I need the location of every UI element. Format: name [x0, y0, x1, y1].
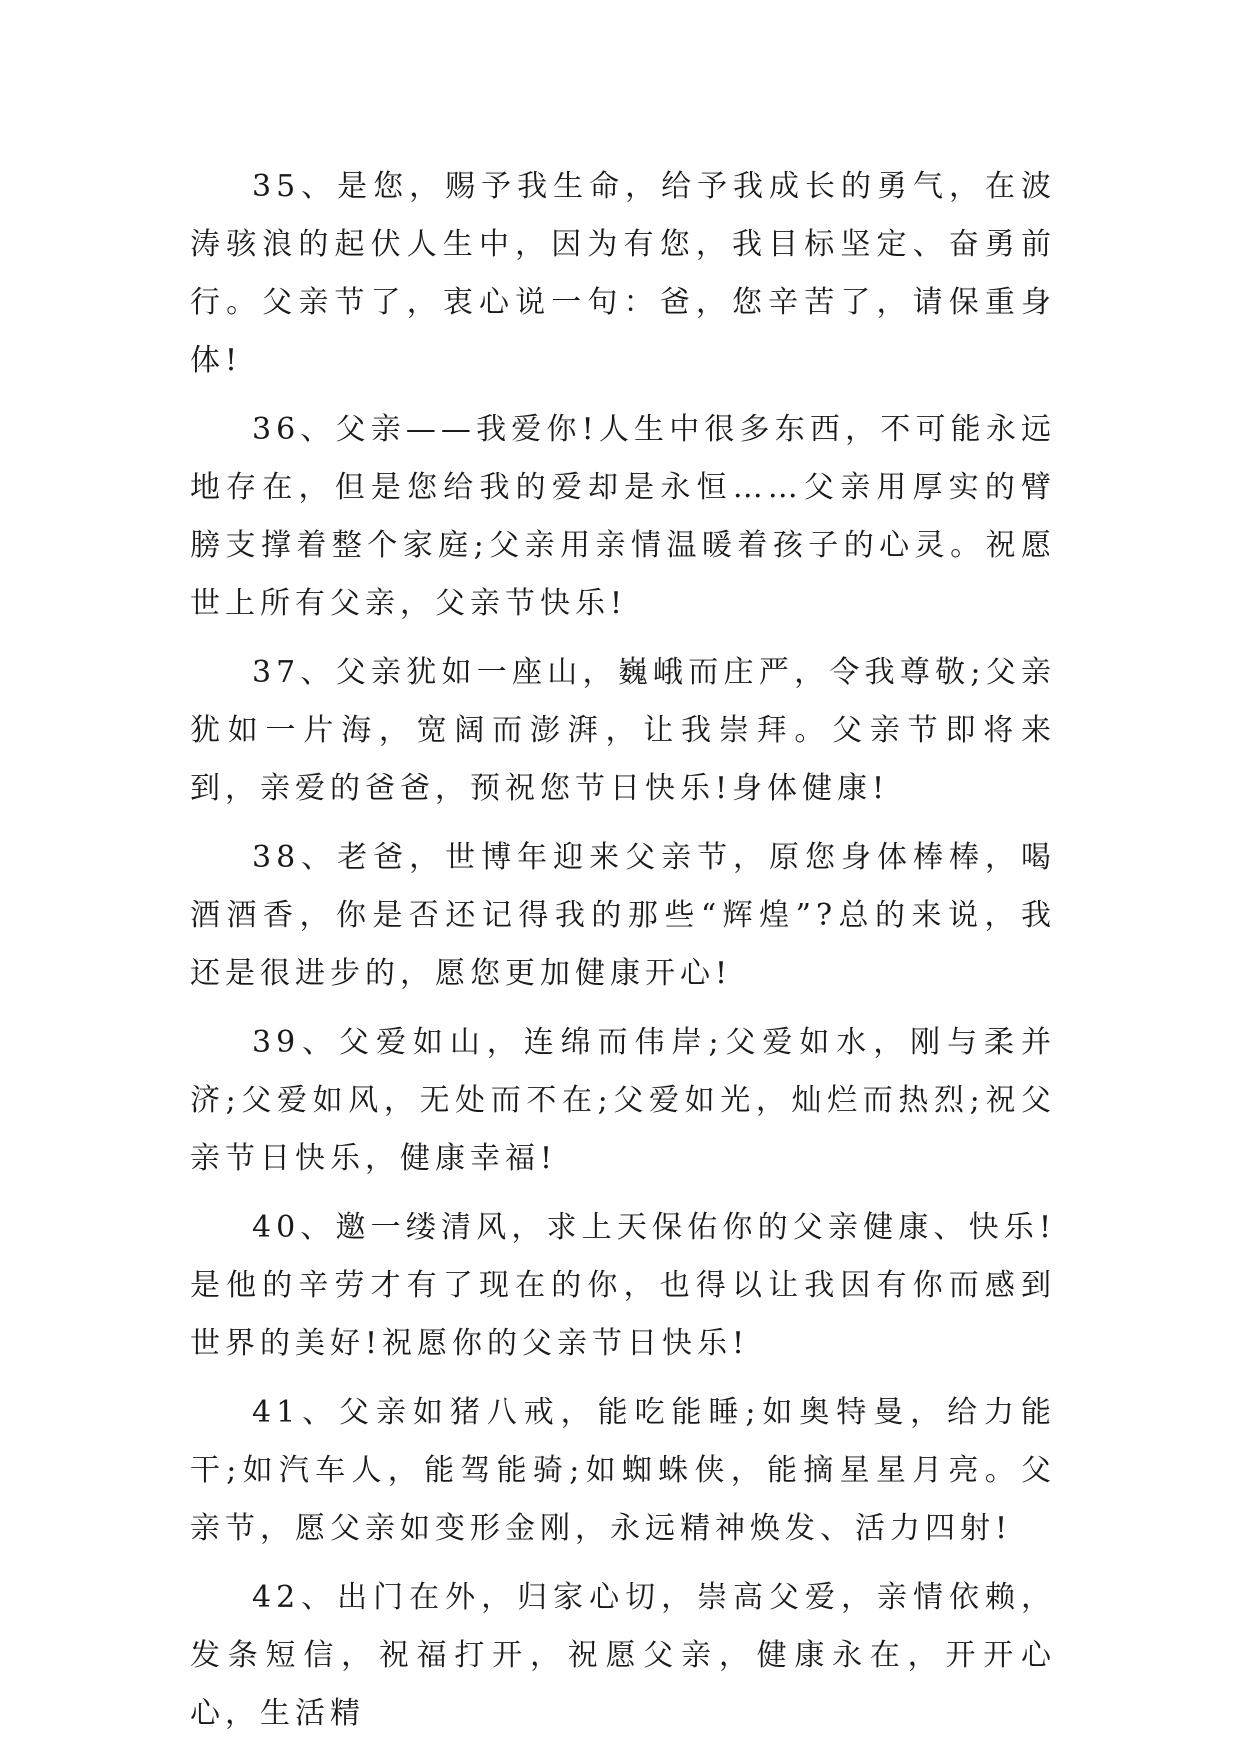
paragraph-35: 35、是您，赐予我生命，给予我成长的勇气，在波涛骇浪的起伏人生中，因为有您，我目标坚定、奋勇前行。父亲节了，衷心说一句：爸，您辛苦了，请保重身体!	[190, 169, 1056, 378]
paragraph-39: 39、父爱如山，连绵而伟岸;父爱如水，刚与柔并济;父爱如风，无处而不在;父爱如光，灿烂而热烈;祝父亲节日快乐，健康幸福!	[190, 1025, 1056, 1176]
paragraph-41: 41、父亲如猪八戒，能吃能睡;如奥特曼，给力能干;如汽车人，能驾能骑;如蜘蛛侠，能摘星星月亮。父亲节，愿父亲如变形金刚，永远精神焕发、活力四射!	[190, 1395, 1056, 1546]
paragraph-38: 38、老爸，世博年迎来父亲节，原您身体棒棒，喝酒酒香，你是否还记得我的那些“辉煌”?总的来说，我还是很进步的，愿您更加健康开心!	[190, 840, 1056, 991]
document-body	[190, 158, 1056, 1754]
paragraph-40: 40、邀一缕清风，求上天保佑你的父亲健康、快乐!是他的辛劳才有了现在的你，也得以让我因有你而感到世界的美好!祝愿你的父亲节日快乐!	[190, 1210, 1056, 1361]
paragraph-37: 37、父亲犹如一座山，巍峨而庄严，令我尊敬;父亲犹如一片海，宽阔而澎湃，让我崇拜。父亲节即将来到，亲爱的爸爸，预祝您节日快乐!身体健康!	[190, 655, 1056, 806]
paragraph-36: 36、父亲——我爱你!人生中很多东西，不可能永远地存在，但是您给我的爱却是永恒……父亲用厚实的臂膀支撑着整个家庭;父亲用亲情温暖着孩子的心灵。祝愿世上所有父亲，父亲节快乐!	[190, 412, 1056, 621]
paragraph-42: 42、出门在外，归家心切，崇高父爱，亲情依赖，发条短信，祝福打开，祝愿父亲，健康永在，开开心心，生活精	[190, 1580, 1056, 1731]
